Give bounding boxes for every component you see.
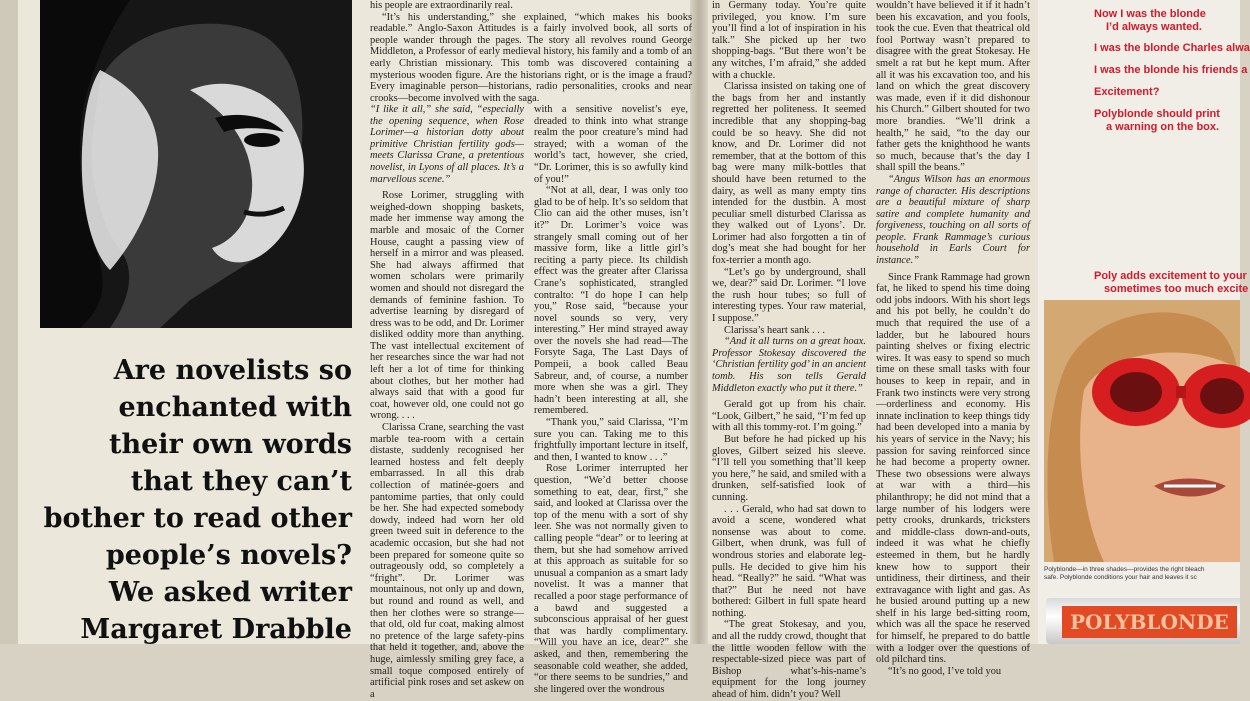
product-brand-label: POLYBLONDE	[1062, 606, 1237, 638]
article-column-4	[876, 0, 1030, 677]
author-portrait-photo	[40, 0, 352, 328]
ad-copy-line: sometimes too much excite	[1104, 283, 1249, 295]
ad-caption-line: safe. Polyblonde conditions your hair and leaves it sc	[1044, 574, 1197, 581]
pull-quote: “And it all turns on a great hoax. Professor Stokesay discovered the ‘Christian fertility god’ in an ancient tomb. His son tells Gerald Middleton exactly who put it there.”	[712, 336, 866, 394]
paragraph: his people are extraordinarily real.	[370, 0, 513, 11]
ad-copy-line: Now I was the blonde	[1094, 8, 1206, 20]
ad-model-photo	[1044, 300, 1240, 562]
paragraph: “It’s his understanding,” she explained, “which makes his books readable.” Anglo-Saxon Attitudes is a fairly involved book, all sorts of people wander through the pages. The story all revolves round George Middleton, a Professor of early medieval history, his family and a tomb of an early Christian missionary. This tomb was discovered containing a mysterious wooden figure. Are the historians right, or is the image a fraud? Every imaginable person—historians, radio personalities, crooks and near crooks—become involved with the saga.	[370, 11, 692, 104]
paragraph: Rose Lorimer interrupted her question, “We’d better choose something to eat, dear, first,” she said, and looked at Clarissa over the top of the menu with a sort of shy leer. She was not normally given to calling people “dear” or to leering at them, but she had somehow arrived at this approach as suitable for so unusual a companion as a smart lady novelist. It was a manner that recalled a poor stage performance of a bawd and suggested a subconscious appraisal of her guest that was hardly complimentary. “Will you have an ice, dear?” she asked, and then, remembering the seasonable cold weather, she added, “or there seems to be sundries,” and she lingered over the wondrous	[534, 463, 688, 695]
headline-line: their own words	[109, 429, 352, 460]
paragraph: Clarissa insisted on taking one of the bags from her and instantly regretted her politeness. It seemed incredible that any shopping-bag could be so heavy. She did not know, and Dr. Lorimer did not remember, that at the bottom of this bag were many milk-bottles that should have been returned to the dairy, as well as many empty tins intended for the dustbin. A most peculiar smell disturbed Clarissa as they walked out of Lyons’. Dr. Lorimer had also forgotten a tin of dog’s meat she had bought for her fox-terrier a month ago.	[712, 81, 866, 267]
paragraph: Clarissa’s heart sank . . .	[724, 324, 825, 336]
paragraph: wouldn’t have believed it if it hadn’t been his excavation, and you fools, took the cue. Even that theatrical old fool Portway wasn’t prepared to disagree with the great Stokesay. He smelt a rat but he kept mum. After all it was his excavation too, and his land on which the great discovery was made, even if it did dishonour his Church.” Gilbert shouted for two more brandies. “We’ll drink a health,” he said, “to the day our father gets the knighthood he wants so much, because that’s the day I shall spill the beans.”	[876, 0, 1030, 174]
headline-line: enchanted with	[118, 392, 352, 423]
paragraph: with a sensitive novelist’s eye, dreaded to think into what strange realm the poor creature’s mind had strayed; with a woman of the world’s tact, however, she cried, “Dr. Lorimer, this is so awfully kind of you!”	[534, 104, 688, 185]
paragraph: Gerald got up from his chair. “Look, Gilbert,” he said, “I’m fed up with all this tommy-rot. I’m going.”	[712, 399, 866, 434]
article-column-2	[534, 104, 688, 695]
article-column-3	[712, 0, 866, 701]
ad-caption-line: Polyblonde—in three shades—provides the right bleach	[1044, 566, 1205, 573]
headline-line: Are novelists so	[113, 355, 352, 386]
paragraph: “The great Stokesay, and you, and all the ruddy crowd, thought that the little wooden fellow with the respectable-sized piece was part of Bishop what’s-his-name’s equipment for the long journey ahead of him. didn’t you? Well	[712, 619, 866, 701]
paragraph: . . . Gerald, who had sat down to avoid a scene, wondered what nonsense was about to come. Gilbert, when drunk, was full of wondrous stories and elaborate leg-pulls. He decided to give him his head. “Really?” he said. “What was that?” But he need not have bothered: Gilbert in full spate heard nothing.	[712, 503, 866, 619]
article-headline	[40, 352, 352, 648]
paragraph: Since Frank Rammage had grown fat, he liked to spend his time doing odd jobs indoors. With his short legs and his pot belly, he couldn’t do much that required the use of a ladder, but he laboured hours painting shelves or fixing electric wires. It was easy to spend so much time on these small tasks with four houses to keep in repair, and in Frank two instincts were very strong—orderliness and economy. His innate inclination to keep things tidy had been developed into a mania by his years of service in the Navy; his passion for saving reinforced since he had become a property owner. These two obsessions were always at war with a third—his philanthropy; he did not mind that a large number of his lodgers were petty crooks, drunkards, tricksters and middle-class down-and-outs, indeed it was what he chiefly esteemed in them, but he hardly knew how to support their untidiness, their dirtiness, and their extravagance with light and gas. As he busied around putting up a new shelf in his large bed-sitting room, which was all the space he reserved for himself, he prepared to do battle with a lodger over the questions of old pilchard tins.	[876, 271, 1030, 666]
headline-line: We asked writer	[108, 577, 352, 608]
headline-line: Margaret Drabble	[80, 614, 352, 645]
page-gutter	[690, 0, 708, 644]
facing-page-edge	[0, 0, 18, 644]
paragraph: Rose Lorimer, struggling with weighed-down shopping baskets, made her immense way among the marble and mosaic of the Corner House, caught a passing view of herself in a mirror and was pleased. She had always affirmed that women scholars were primarily women and should not disregard the demands of feminine fashion. To advertise learning by disregard of dress was to be odd, and Dr. Lorimer disliked oddity more than anything. The vast intellectual excitement of her researches since the war had not left her a lot of time for thinking about clothes, but her mother had always said that with a good fur coat, however old, one could not go wrong. . . .	[370, 190, 524, 422]
paragraph: in Germany today. You’re quite privileged, you know. I’m sure you’ll find a lot of inspiration in his talk.” She picked up her two shopping-bags. “But there won’t be any witches, I’m afraid,” she added with a chuckle.	[712, 0, 866, 81]
ad-copy-line: Excitement?	[1094, 86, 1160, 98]
paragraph: “Thank you,” said Clarissa, “I’m sure you can. Taking me to this frightfully important lecture in itself, and then, I wanted to know . . .”	[534, 417, 688, 463]
ad-copy-line: Poly adds excitement to your	[1094, 270, 1247, 282]
headline-line: bother to read other	[43, 503, 352, 534]
paragraph: “Let’s go by underground, shall we, dear?” said Dr. Lorimer. “I love the rush hour tubes; so full of interesting types. Your raw material, I suppose.”	[712, 266, 866, 325]
ad-copy-line: I was the blonde Charles alwa	[1094, 42, 1250, 54]
article-intro-block	[370, 0, 692, 104]
ad-copy-line: Polyblonde should print	[1094, 108, 1220, 120]
product-tube-image	[1046, 598, 1240, 644]
paragraph: Clarissa Crane, searching the vast marble tea-room with a certain distaste, suddenly recognised her learned hostess and felt deeply embarrassed. In all this drab collection of matinée-goers and pantomime parties, that only could be her. She had expected somebody dowdy, indeed had worn her old green tweed suit in deference to the academic occasion, but she had not been prepared for someone quite so outrageously odd, so completely a “fright”. Dr. Lorimer was mountainous, not only up and down, but round and round as well, and then her clothes were so strange—that old, old fur coat, making almost no pretence of the large safety-pins that held it together, and, above the huge, aimlessly smiling grey face, a small toque composed entirely of artificial pink roses and set askew on a	[370, 422, 524, 700]
pull-quote: “I like it all,” she said, “especially the opening sequence, when Rose Lorimer—a historian dotty about primitive Christian fertility gods—meets Clarissa Crane, a pretentious novelist, in Lyons of all places. It’s a marvellous scene.”	[370, 104, 524, 185]
headline-line: that they can’t	[130, 466, 352, 497]
pull-quote: “Angus Wilson has an enormous range of character. His descriptions are a beautiful mixture of sharp satire and complete humanity and forgiveness, touching on all sorts of people. Frank Rammage’s curious household in Earls Court for instance.”	[876, 173, 1030, 267]
paragraph: “It’s no good, I’ve told you	[888, 665, 1002, 677]
headline-line: people’s novels?	[105, 540, 352, 571]
article-column-1	[370, 104, 524, 700]
ad-copy-line: a warning on the box.	[1106, 121, 1220, 133]
ad-copy-line: I’d always wanted.	[1106, 21, 1202, 33]
paragraph: But before he had picked up his gloves, Gilbert seized his sleeve. “I’ll tell you something that’ll keep you here,” he said, and smiled with a drunken, self-satisfied look of cunning.	[712, 433, 866, 503]
paragraph: “Not at all, dear, I was only too glad to be of help. It’s so seldom that Clio can aid the other muses, isn’t it?” Dr. Lorimer’s voice was strangely small coming out of her massive form, like a little girl’s reciting a party piece. Its childish effect was the greater after Clarissa Crane’s sophisticated, strangled contralto: “I do hope I can help you,” Rose said, “because your novel sounds so very, very interesting.” Her mind strayed away over the novels she had read—The Forsyte Saga, The Last Days of Pompeii, a book called Beau Sabreur, and, of course, a number more when she was a girl. They hadn’t been interesting at all, she remembered.	[534, 185, 688, 417]
ad-copy-line: I was the blonde his friends a	[1094, 64, 1248, 76]
ad-caption	[1044, 566, 1240, 582]
